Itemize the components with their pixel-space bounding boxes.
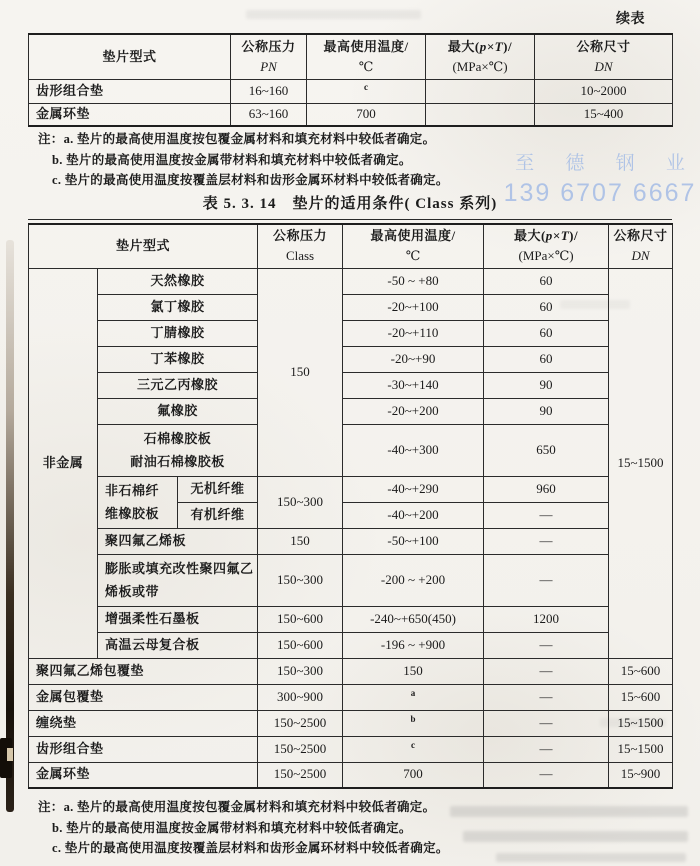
table-row — [29, 554, 673, 606]
cell-max-pt: 60 — [484, 320, 609, 346]
bleed-through-artifact — [463, 831, 688, 842]
cell-max-temp: -50 ~ +80 — [343, 268, 484, 294]
cell-dn: 15~400 — [535, 103, 673, 126]
cell-max-temp: -30~+140 — [343, 372, 484, 398]
cell-gasket-type: 聚四氟乙烯包覆垫 — [29, 658, 258, 684]
cell-max-pt: — — [484, 632, 609, 658]
cell-max-temp: c — [343, 736, 484, 762]
cell-max-temp: -20~+100 — [343, 294, 484, 320]
cell-gasket-type: 金属环垫 — [29, 762, 258, 788]
watermark-phone: 139 6707 6667 — [503, 179, 697, 207]
cell-max-pt: — — [484, 502, 609, 528]
cell-max-temp: 700 — [307, 103, 426, 126]
cell-max-temp: -240~+650(450) — [343, 606, 484, 632]
table-row — [29, 528, 673, 554]
cell-dn: 15~1500 — [609, 736, 673, 762]
note-c: c. 垫片的最高使用温度按覆盖层材料和齿形金属环材料中较低者确定。 — [52, 173, 449, 187]
header-gasket-type: 垫片型式 — [29, 224, 258, 268]
cell-material: 氯丁橡胶 — [98, 294, 258, 320]
cell-max-pt: 60 — [484, 268, 609, 294]
cell-max-pt: — — [484, 658, 609, 684]
cell-gasket-type: 齿形组合垫 — [29, 736, 258, 762]
cell-max-pt: — — [484, 528, 609, 554]
cell-sub-material: 无机纤维 — [178, 476, 258, 502]
note-b: b. 垫片的最高使用温度按金属带材料和填充材料中较低者确定。 — [52, 152, 412, 167]
main-table — [28, 223, 673, 789]
cell-dn: 15~600 — [609, 684, 673, 710]
header-max-temp: 最高使用温度/ ℃ — [343, 224, 484, 268]
header-dn: 公称尺寸 DN — [535, 34, 673, 79]
cell-max-temp: a — [343, 684, 484, 710]
cell-class: 150 — [258, 528, 343, 554]
cell-class: 300~900 — [258, 684, 343, 710]
cell-max-pt: — — [484, 684, 609, 710]
cell-dn: 15~900 — [609, 762, 673, 788]
notes-bottom — [38, 797, 449, 859]
cell-class: 150~600 — [258, 632, 343, 658]
table-row — [29, 79, 673, 103]
continued-label: 续表 — [616, 12, 645, 27]
cell-max-temp: c — [307, 79, 426, 103]
cell-max-temp: -20~+110 — [343, 320, 484, 346]
cell-class: 150~300 — [258, 476, 343, 528]
cell-class: 150~300 — [258, 554, 343, 606]
cell-class: 150~300 — [258, 658, 343, 684]
cell-max-pt: — — [484, 762, 609, 788]
cell-material: 膨胀或填充改性聚四氟乙 烯板或带 — [98, 554, 258, 606]
cell-gasket-type: 金属环垫 — [29, 103, 231, 126]
cell-max-temp: 700 — [343, 762, 484, 788]
cell-material: 石棉橡胶板 耐油石棉橡胶板 — [98, 424, 258, 476]
cell-max-pt — [426, 79, 535, 103]
header-max-temp: 最高使用温度/ ℃ — [307, 34, 426, 79]
cell-max-pt: — — [484, 554, 609, 606]
page-edge-notch — [7, 748, 13, 761]
table-row — [29, 658, 673, 684]
cell-max-temp: b — [343, 710, 484, 736]
cell-max-temp: -196 ~ +900 — [343, 632, 484, 658]
cell-max-temp: -200 ~ +200 — [343, 554, 484, 606]
note-a: 注：a. 垫片的最高使用温度按包覆金属材料和填充材料中较低者确定。 — [38, 132, 436, 146]
cell-material: 丁苯橡胶 — [98, 346, 258, 372]
bleed-through-artifact — [450, 806, 688, 817]
cell-max-pt: 960 — [484, 476, 609, 502]
top-table — [28, 33, 673, 127]
header-max-pt: 最大(p×T)/ (MPa×℃) — [426, 34, 535, 79]
cell-gasket-type: 金属包覆垫 — [29, 684, 258, 710]
cell-dn: 10~2000 — [535, 79, 673, 103]
cell-material: 氟橡胶 — [98, 398, 258, 424]
cell-material: 三元乙丙橡胶 — [98, 372, 258, 398]
header-class: 公称压力 Class — [258, 224, 343, 268]
notes-top — [38, 129, 449, 191]
cell-material: 高温云母复合板 — [98, 632, 258, 658]
header-gasket-type: 垫片型式 — [29, 34, 231, 79]
top-table-header-row — [29, 34, 673, 79]
cell-max-pt: 1200 — [484, 606, 609, 632]
table-row — [29, 736, 673, 762]
cell-dn: 15~600 — [609, 658, 673, 684]
table-row — [29, 103, 673, 126]
table-row — [29, 606, 673, 632]
table-title: 表 5. 3. 14 垫片的适用条件( Class 系列) — [202, 196, 498, 212]
table-row — [29, 684, 673, 710]
bleed-through-artifact — [496, 853, 686, 862]
cell-gasket-type: 缠绕垫 — [29, 710, 258, 736]
cell-max-temp: -40~+300 — [343, 424, 484, 476]
cell-max-temp: -20~+90 — [343, 346, 484, 372]
cell-max-pt: — — [484, 736, 609, 762]
cell-pn: 63~160 — [231, 103, 307, 126]
cell-max-pt: 60 — [484, 346, 609, 372]
cell-material: 天然橡胶 — [98, 268, 258, 294]
table-top-rule — [28, 219, 672, 220]
cell-max-temp: 150 — [343, 658, 484, 684]
header-dn: 公称尺寸 DN — [609, 224, 673, 268]
cell-material: 丁腈橡胶 — [98, 320, 258, 346]
cell-pn: 16~160 — [231, 79, 307, 103]
note-b: b. 垫片的最高使用温度按金属带材料和填充材料中较低者确定。 — [52, 820, 412, 835]
cell-max-pt: 90 — [484, 372, 609, 398]
cell-class: 150 — [258, 268, 343, 476]
cell-material: 聚四氟乙烯板 — [98, 528, 258, 554]
cell-max-pt: 90 — [484, 398, 609, 424]
table-row — [29, 268, 673, 294]
cell-max-pt: 650 — [484, 424, 609, 476]
table-row — [29, 762, 673, 788]
cell-class: 150~600 — [258, 606, 343, 632]
cell-class: 150~2500 — [258, 736, 343, 762]
bleed-through-artifact — [246, 10, 421, 19]
cell-dn: 15~1500 — [609, 710, 673, 736]
cell-max-pt: — — [484, 710, 609, 736]
header-pn: 公称压力 PN — [231, 34, 307, 79]
header-max-pt: 最大(p×T)/ (MPa×℃) — [484, 224, 609, 268]
table-row — [29, 398, 673, 424]
cell-group-nonmetal: 非金属 — [29, 268, 98, 658]
table-row — [29, 710, 673, 736]
cell-max-pt — [426, 103, 535, 126]
main-table-header-row — [29, 224, 673, 268]
cell-sub-material: 有机纤维 — [178, 502, 258, 528]
cell-dn: 15~1500 — [609, 268, 673, 658]
table-row — [29, 424, 673, 476]
cell-max-pt: 60 — [484, 294, 609, 320]
table-row — [29, 346, 673, 372]
table-row — [29, 294, 673, 320]
cell-max-temp: -40~+200 — [343, 502, 484, 528]
table-row — [29, 372, 673, 398]
cell-class: 150~2500 — [258, 762, 343, 788]
watermark-name: 至 德 钢 业 — [515, 153, 698, 174]
page-edge-shadow — [6, 240, 14, 812]
cell-material-group: 非石棉纤 维橡胶板 — [98, 476, 178, 528]
cell-max-temp: -50~+100 — [343, 528, 484, 554]
cell-gasket-type: 齿形组合垫 — [29, 79, 231, 103]
note-a: 注：a. 垫片的最高使用温度按包覆金属材料和填充材料中较低者确定。 — [38, 800, 436, 814]
note-c: c. 垫片的最高使用温度按覆盖层材料和齿形金属环材料中较低者确定。 — [52, 841, 449, 855]
table-row — [29, 320, 673, 346]
table-row — [29, 632, 673, 658]
cell-max-temp: -20~+200 — [343, 398, 484, 424]
table-row — [29, 476, 673, 502]
cell-max-temp: -40~+290 — [343, 476, 484, 502]
cell-class: 150~2500 — [258, 710, 343, 736]
cell-material: 增强柔性石墨板 — [98, 606, 258, 632]
